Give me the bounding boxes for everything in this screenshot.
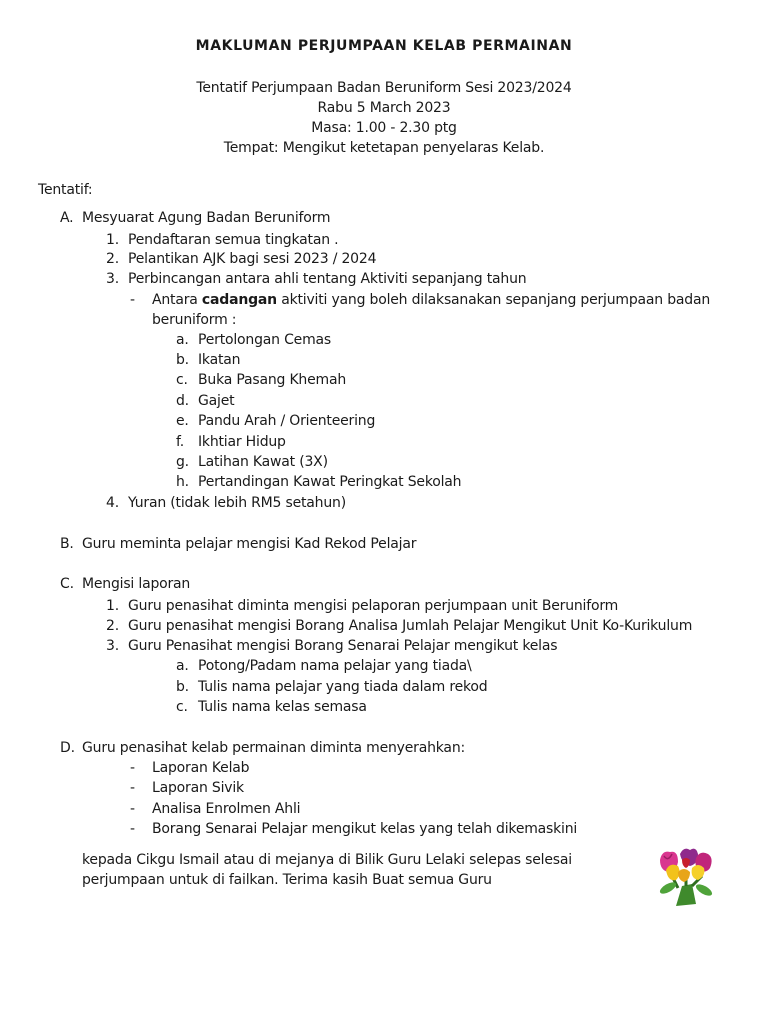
header-session: Tentatif Perjumpaan Badan Beruniform Sesi 2023/2024 bbox=[196, 80, 572, 96]
list-item: Guru penasihat mengisi Borang Analisa Jumlah Pelajar Mengikut Unit Ko-Kurikulum bbox=[128, 618, 693, 634]
proposal-text-before: Antara bbox=[152, 292, 202, 308]
activity-item: Ikhtiar Hidup bbox=[198, 434, 286, 450]
list-letter: d. bbox=[176, 393, 189, 409]
list-number: 2. bbox=[106, 618, 119, 634]
flower-bouquet-icon bbox=[652, 846, 718, 908]
deliverable-item: Borang Senarai Pelajar mengikut kelas yang telah dikemaskini bbox=[152, 821, 578, 837]
tentatif-label: Tentatif: bbox=[38, 182, 93, 198]
proposal-bold-word: cadangan bbox=[201, 292, 277, 308]
proposal-line bbox=[152, 290, 710, 310]
list-number: 2. bbox=[106, 251, 119, 267]
list-letter: b. bbox=[176, 679, 189, 695]
list-letter: e. bbox=[176, 413, 189, 429]
list-dash: - bbox=[130, 780, 135, 796]
deliverable-item: Laporan Sivik bbox=[152, 780, 244, 796]
list-dash: - bbox=[130, 821, 135, 837]
activity-item: Gajet bbox=[198, 393, 235, 409]
list-dash: - bbox=[130, 292, 135, 308]
list-letter: a. bbox=[176, 658, 189, 674]
header-date: Rabu 5 March 2023 bbox=[317, 100, 451, 116]
sub-item: Potong/Padam nama pelajar yang tiada\ bbox=[198, 658, 472, 674]
list-item: Guru penasihat diminta mengisi pelaporan perjumpaan unit Beruniform bbox=[128, 598, 619, 614]
section-d-heading: Guru penasihat kelab permainan diminta menyerahkan: bbox=[82, 740, 466, 756]
list-item: Pendaftaran semua tingkatan . bbox=[128, 232, 339, 248]
list-letter: b. bbox=[176, 352, 189, 368]
list-letter: h. bbox=[176, 474, 189, 490]
activity-item: Pertolongan Cemas bbox=[198, 332, 331, 348]
list-item: Perbincangan antara ahli tentang Aktiviti sepanjang tahun bbox=[128, 271, 527, 287]
sub-item: Tulis nama pelajar yang tiada dalam rekod bbox=[198, 679, 488, 695]
section-a-marker: A. bbox=[60, 210, 74, 226]
activity-item: Latihan Kawat (3X) bbox=[198, 454, 328, 470]
list-letter: g. bbox=[176, 454, 189, 470]
list-dash: - bbox=[130, 760, 135, 776]
header-venue: Tempat: Mengikut ketetapan penyelaras Kelab. bbox=[223, 140, 545, 156]
section-b-marker: B. bbox=[60, 536, 74, 552]
header-time: Masa: 1.00 - 2.30 ptg bbox=[311, 120, 457, 136]
list-dash: - bbox=[130, 801, 135, 817]
list-item: Guru Penasihat mengisi Borang Senarai Pelajar mengikut kelas bbox=[128, 638, 558, 654]
activity-item: Buka Pasang Khemah bbox=[198, 372, 347, 388]
deliverable-item: Analisa Enrolmen Ahli bbox=[152, 801, 301, 817]
closing-line-2: perjumpaan untuk di failkan. Terima kasih Buat semua Guru bbox=[82, 872, 492, 888]
list-item: Yuran (tidak lebih RM5 setahun) bbox=[128, 495, 346, 511]
list-number: 4. bbox=[106, 495, 119, 511]
section-d-marker: D. bbox=[60, 740, 75, 756]
list-letter: c. bbox=[176, 372, 188, 388]
section-a-heading: Mesyuarat Agung Badan Beruniform bbox=[82, 210, 331, 226]
proposal-continuation: beruniform : bbox=[152, 312, 237, 328]
proposal-text-after: aktiviti yang boleh dilaksanakan sepanjang perjumpaan badan bbox=[276, 292, 711, 308]
list-number: 3. bbox=[106, 271, 119, 287]
list-letter: c. bbox=[176, 699, 188, 715]
section-c-heading: Mengisi laporan bbox=[82, 576, 191, 592]
list-number: 3. bbox=[106, 638, 119, 654]
document-title: MAKLUMAN PERJUMPAAN KELAB PERMAINAN bbox=[195, 38, 573, 54]
activity-item: Ikatan bbox=[198, 352, 241, 368]
sub-item: Tulis nama kelas semasa bbox=[198, 699, 367, 715]
activity-item: Pandu Arah / Orienteering bbox=[198, 413, 376, 429]
list-letter: a. bbox=[176, 332, 189, 348]
list-number: 1. bbox=[106, 232, 119, 248]
list-item: Pelantikan AJK bagi sesi 2023 / 2024 bbox=[128, 251, 377, 267]
list-letter: f. bbox=[176, 434, 184, 450]
deliverable-item: Laporan Kelab bbox=[152, 760, 250, 776]
section-b-text: Guru meminta pelajar mengisi Kad Rekod Pelajar bbox=[82, 536, 417, 552]
section-c-marker: C. bbox=[60, 576, 74, 592]
activity-item: Pertandingan Kawat Peringkat Sekolah bbox=[198, 474, 462, 490]
list-number: 1. bbox=[106, 598, 119, 614]
closing-line-1: kepada Cikgu Ismail atau di mejanya di Bilik Guru Lelaki selepas selesai bbox=[82, 852, 572, 868]
